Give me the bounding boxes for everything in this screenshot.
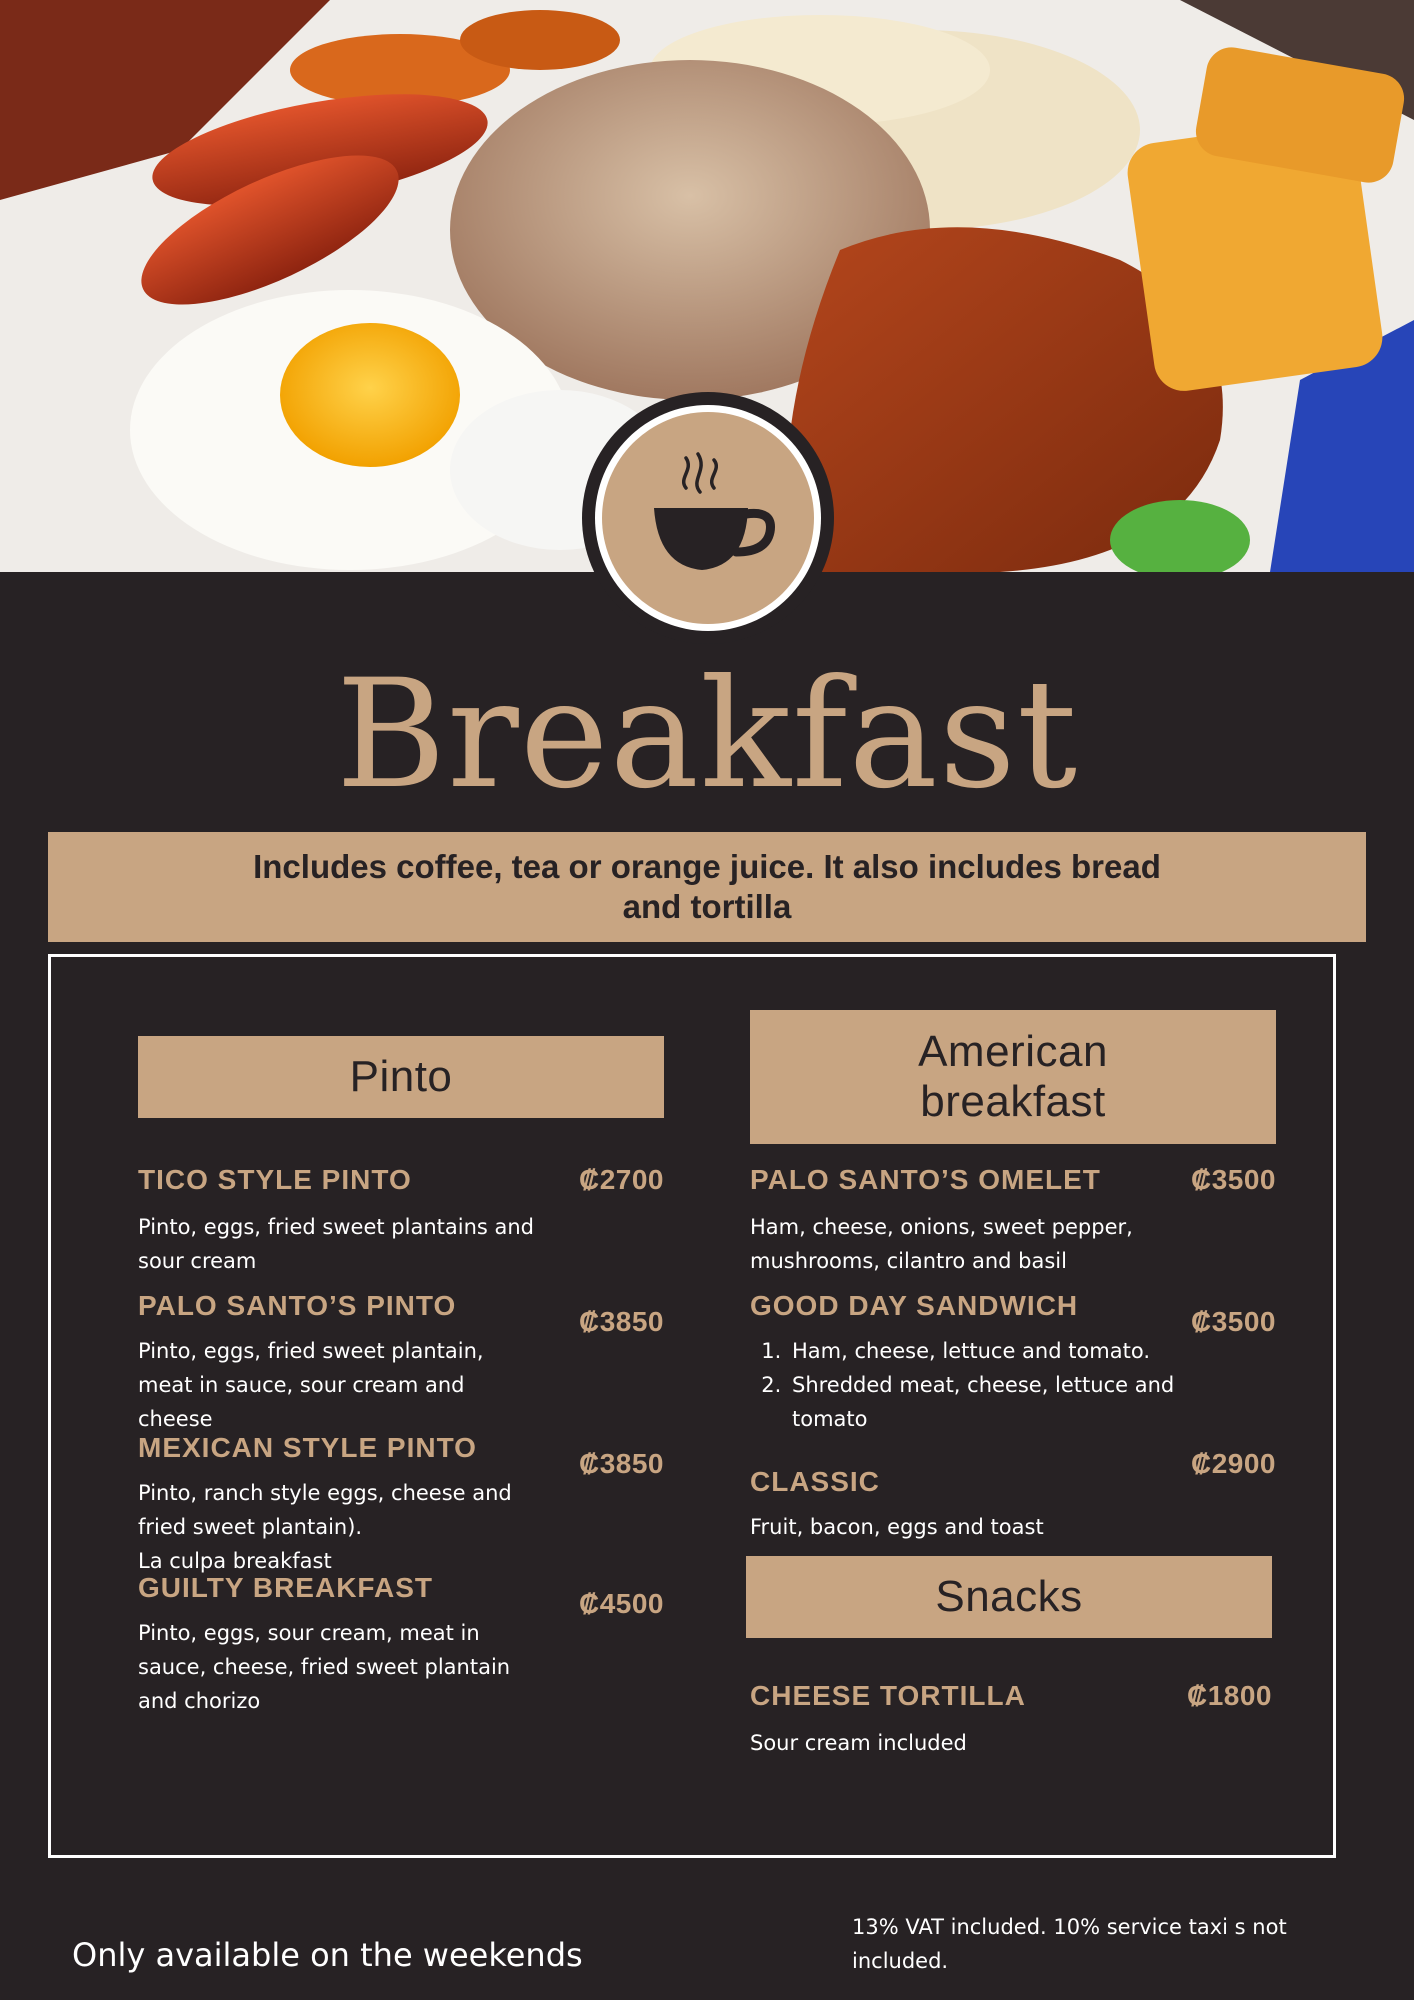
section-heading-snacks: Snacks	[746, 1556, 1272, 1638]
item-description: Ham, cheese, onions, sweet pepper, mushrooms, cilantro and basil	[750, 1215, 1133, 1273]
includes-banner: Includes coffee, tea or orange juice. It also includes bread and tortilla	[48, 832, 1366, 942]
item-name: CLASSIC	[750, 1466, 880, 1497]
item-description: Pinto, eggs, sour cream, meat in sauce, cheese, fried sweet plantain and chorizo	[138, 1621, 511, 1713]
item-price: ₡4500	[578, 1588, 664, 1619]
item-options	[750, 1334, 1210, 1436]
section-heading-american: American breakfast	[750, 1010, 1276, 1144]
logo-badge	[582, 392, 834, 644]
coffee-cup-icon	[638, 448, 778, 588]
item-description: Pinto, eggs, fried sweet plantain, meat in sauce, sour cream and cheese	[138, 1339, 484, 1431]
item-description: Fruit, bacon, eggs and toast	[750, 1515, 1044, 1539]
item-name: GUILTY BREAKFAST	[138, 1572, 433, 1603]
item-name: TICO STYLE PINTO	[138, 1164, 412, 1195]
logo-inner-circle	[602, 412, 814, 624]
item-price: ₡3850	[578, 1306, 664, 1337]
tax-note: 13% VAT included. 10% service taxi s not included.	[852, 1915, 1287, 1973]
item-name: PALO SANTO’S OMELET	[750, 1164, 1101, 1195]
item-name: PALO SANTO’S PINTO	[138, 1290, 457, 1321]
logo-outer-circle	[595, 405, 821, 631]
item-price: ₡1800	[1186, 1680, 1272, 1711]
item-description: Sour cream included	[750, 1731, 967, 1755]
item-price: ₡3500	[1190, 1164, 1276, 1195]
option-item: 2. Shredded meat, cheese, lettuce and tomato	[788, 1368, 1210, 1436]
item-name: MEXICAN STYLE PINTO	[138, 1432, 477, 1463]
item-price: ₡2700	[578, 1164, 664, 1195]
item-price: ₡2900	[1190, 1448, 1276, 1479]
item-description: Pinto, eggs, fried sweet plantains and sour cream	[138, 1215, 535, 1273]
item-description: Pinto, ranch style eggs, cheese and fried sweet plantain).	[138, 1481, 512, 1539]
item-name: CHEESE TORTILLA	[750, 1680, 1026, 1711]
item-description-note: La culpa breakfast	[138, 1549, 332, 1573]
option-item: 1. Ham, cheese, lettuce and tomato.	[788, 1334, 1210, 1368]
availability-note: Only available on the weekends	[72, 1936, 583, 1974]
section-heading-pinto: Pinto	[138, 1036, 664, 1118]
item-price: ₡3850	[578, 1448, 664, 1479]
item-price: ₡3500	[1190, 1306, 1276, 1337]
item-name: GOOD DAY SANDWICH	[750, 1290, 1079, 1321]
page-title: Breakfast	[335, 648, 1079, 822]
